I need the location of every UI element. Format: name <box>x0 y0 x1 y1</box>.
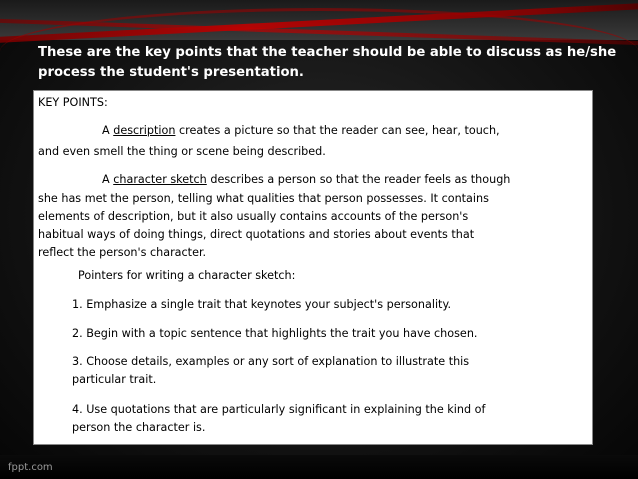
character-sketch-line5: reflect the person's character. <box>38 246 207 259</box>
description-prefix: A <box>102 124 114 137</box>
character-sketch-line4: habitual ways of doing things, direct quotations and stories about events that <box>38 228 475 241</box>
pointer-item: 4. Use quotations that are particularly significant in explaining the kind of <box>72 403 486 416</box>
description-paragraph-line2: and even smell the thing or scene being described. <box>38 145 326 158</box>
pointer-item-continued: person the character is. <box>72 421 206 434</box>
character-sketch-line3: elements of description, but it also usually contains accounts of the person's <box>38 210 469 223</box>
pointers-title: Pointers for writing a character sketch: <box>78 269 296 282</box>
bottom-band <box>0 455 638 479</box>
character-sketch-line1 <box>102 171 510 189</box>
character-sketch-prefix: A <box>102 173 114 186</box>
slide-heading: These are the key points that the teacher should be able to discuss as he/she process the student's presentation. <box>38 45 617 80</box>
key-points-title: KEY POINTS: <box>38 96 108 109</box>
description-paragraph-line1 <box>102 122 500 140</box>
character-sketch-line2: she has met the person, telling what qualities that person possesses. It contains <box>38 192 489 205</box>
description-term: description <box>113 124 176 137</box>
pointer-item-continued: particular trait. <box>72 373 157 386</box>
pointer-item: 3. Choose details, examples or any sort of explanation to illustrate this <box>72 355 470 368</box>
footer-watermark: fppt.com <box>8 462 53 473</box>
character-sketch-term: character sketch <box>113 173 207 186</box>
key-points-box <box>33 90 593 445</box>
pointer-item: 1. Emphasize a single trait that keynotes your subject's personality. <box>72 298 452 311</box>
character-sketch-rest: describes a person so that the reader feels as though <box>206 173 511 186</box>
pointer-item: 2. Begin with a topic sentence that highlights the trait you have chosen. <box>72 327 478 340</box>
description-rest: creates a picture so that the reader can see, hear, touch, <box>175 124 500 137</box>
